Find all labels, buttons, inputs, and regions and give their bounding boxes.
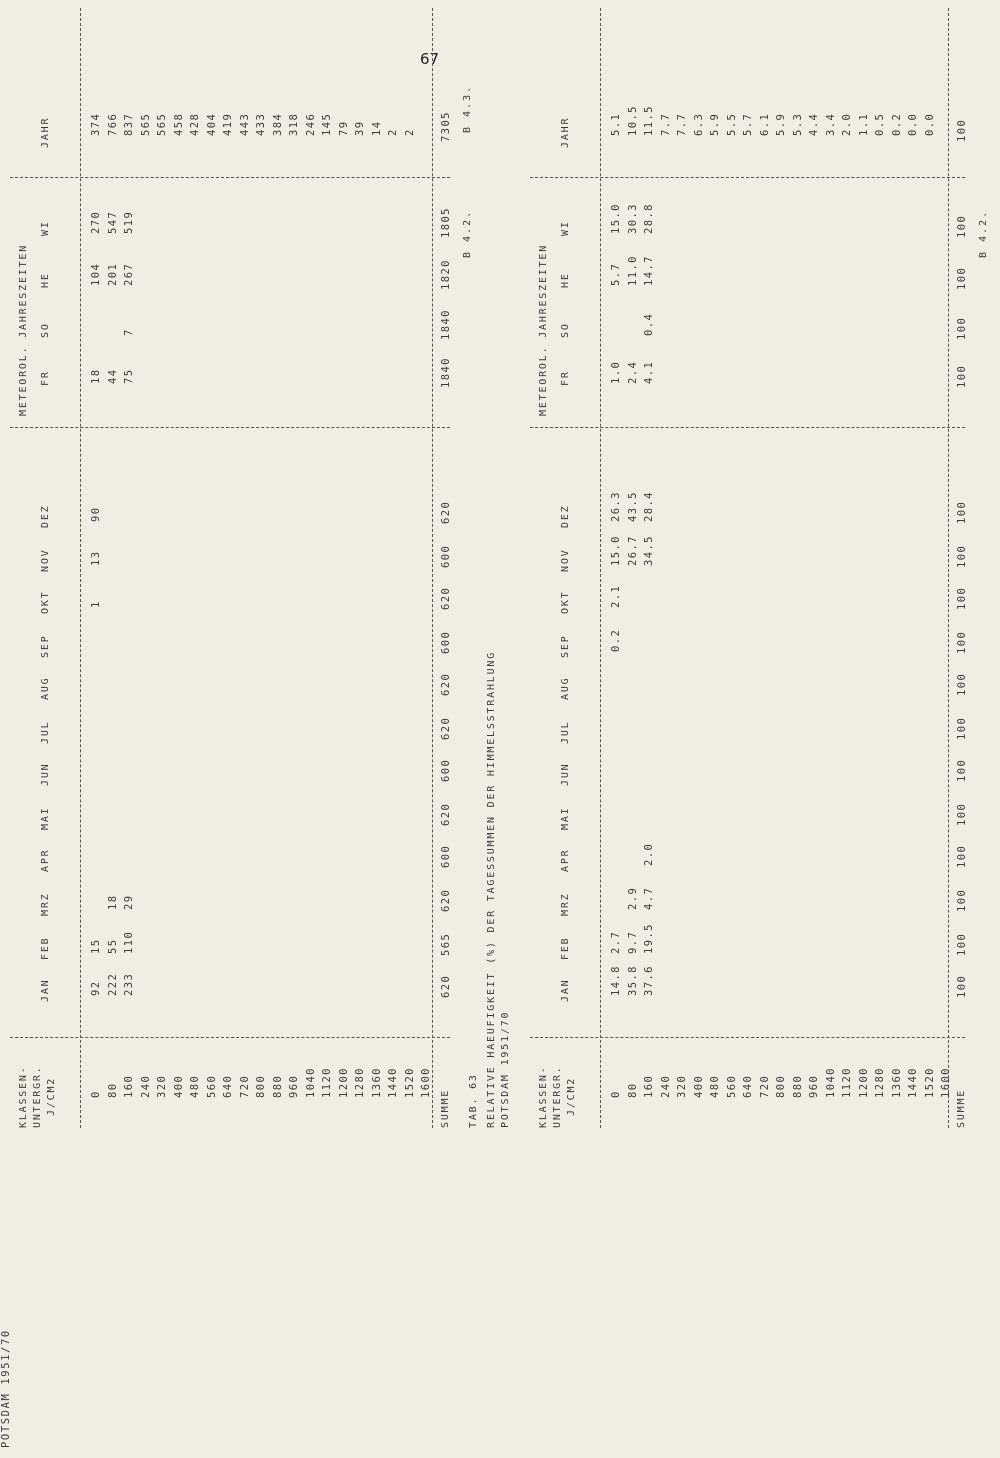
year-cell: 458: [172, 112, 185, 136]
year-cell: 419: [222, 112, 234, 136]
month-header-jan: JAN: [40, 978, 51, 1002]
season-cell: 104: [90, 262, 102, 286]
season-cell: 14.7: [643, 255, 655, 286]
sum-cell: 600: [440, 758, 452, 782]
table1-class-header-2: UNTERGR.: [32, 1065, 43, 1128]
month-cell: 34.5: [643, 535, 655, 566]
season-cell: 5.7: [610, 262, 622, 286]
class-value: 1120: [841, 1067, 853, 1098]
month-cell: 43.5: [626, 491, 639, 522]
table2-header-rule: [600, 8, 601, 1128]
class-value: 560: [725, 1074, 738, 1098]
season-cell: 0.4: [643, 312, 655, 336]
year-cell: 433: [255, 112, 267, 136]
year-cell: 2: [387, 128, 399, 136]
table1-station: POTSDAM 1951/70: [0, 1329, 12, 1448]
season-cell: 28.8: [643, 203, 655, 234]
sum-cell: 100: [956, 672, 968, 696]
table1-class-header-3: J/CM2: [46, 1076, 57, 1116]
season-header-wi: WI: [560, 220, 571, 236]
sum-cell: 600: [440, 544, 452, 568]
sum-cell: 100: [956, 758, 968, 782]
year-cell: 837: [123, 112, 135, 136]
class-value: 160: [643, 1074, 655, 1098]
class-value: 1200: [337, 1067, 350, 1098]
class-value: 0: [90, 1090, 102, 1098]
month-cell: 55: [106, 938, 119, 954]
year-cell: 0.0: [923, 112, 936, 136]
class-value: 480: [189, 1074, 201, 1098]
month-header-jun: JUN: [40, 762, 51, 786]
sum-cell: 1820: [440, 259, 452, 290]
year-cell: 0.0: [907, 112, 919, 136]
class-value: 1360: [370, 1067, 383, 1098]
table2-class-divider: [530, 1037, 965, 1038]
table1-month-divider: [10, 427, 450, 428]
season-header-so: SO: [40, 322, 51, 338]
year-cell: 766: [106, 112, 119, 136]
class-value: 1520: [403, 1067, 416, 1098]
year-cell: 11.5: [643, 105, 655, 136]
table1-season-title: METEOROL. JAHRESZEITEN: [18, 243, 29, 416]
month-header-jul: JUL: [560, 720, 571, 744]
month-header-aug: AUG: [40, 676, 51, 700]
year-cell: 428: [189, 112, 201, 136]
year-cell: 246: [304, 112, 317, 136]
class-value: 1200: [857, 1067, 870, 1098]
class-value: 960: [808, 1074, 820, 1098]
sum-cell: 1840: [440, 357, 452, 388]
year-cell: 7.7: [676, 112, 688, 136]
month-cell: 35.8: [626, 965, 639, 996]
season-cell: 18: [90, 368, 102, 384]
month-cell: 2.0: [643, 842, 655, 866]
year-cell: 14: [370, 120, 383, 136]
month-cell: 14.8: [610, 965, 622, 996]
class-value: 0: [610, 1090, 622, 1098]
year-cell: 2: [403, 128, 416, 136]
month-cell: 18: [106, 894, 119, 910]
sum-cell: 600: [440, 630, 452, 654]
class-value: 1600: [420, 1067, 432, 1098]
table2-year-header: JAHR: [560, 116, 571, 148]
class-value: 720: [238, 1074, 251, 1098]
sum-cell: 1805: [440, 207, 452, 238]
class-value: 1280: [354, 1067, 366, 1098]
season-cell: 267: [123, 262, 135, 286]
year-cell: 5.9: [709, 112, 721, 136]
class-value: 1120: [321, 1067, 333, 1098]
table1-season-divider: [10, 177, 450, 178]
sum-cell: 100: [956, 932, 968, 956]
month-header-jun: JUN: [560, 762, 571, 786]
month-header-jan: JAN: [560, 978, 571, 1002]
year-cell: 443: [238, 112, 251, 136]
class-value: 880: [791, 1074, 804, 1098]
month-header-feb: FEB: [560, 936, 571, 960]
year-cell: 0.5: [874, 112, 886, 136]
class-value: 1040: [824, 1067, 837, 1098]
month-cell: 110: [123, 930, 135, 954]
month-header-aug: AUG: [560, 676, 571, 700]
month-header-dez: DEZ: [40, 504, 51, 528]
table1-class-header-1: KLASSEN-: [18, 1065, 29, 1128]
year-cell: 5.3: [791, 112, 804, 136]
month-cell: 0.2: [610, 628, 622, 652]
month-cell: 19.5: [643, 923, 655, 954]
year-cell: 5.9: [775, 112, 787, 136]
year-cell: 145: [321, 112, 333, 136]
month-cell: 29: [123, 894, 135, 910]
month-cell: 4.7: [643, 886, 655, 910]
year-cell: 79: [337, 120, 350, 136]
season-header-so: SO: [560, 322, 571, 338]
sum-cell: 620: [440, 672, 452, 696]
year-cell: 5.1: [610, 112, 622, 136]
class-value: 800: [255, 1074, 267, 1098]
season-header-wi: WI: [40, 220, 51, 236]
table2-season-divider: [530, 177, 965, 178]
year-cell: 1.1: [857, 112, 870, 136]
sum-cell: 100: [956, 888, 968, 912]
season-cell: 11.0: [626, 255, 639, 286]
class-value: 1040: [304, 1067, 317, 1098]
table2-title: RELATIVE HAEUFIGKEIT (%) DER TAGESSUMMEN DER HIMMELSSTRAHLUNG: [486, 650, 497, 1128]
table2-month-divider: [530, 427, 965, 428]
sum-cell: 100: [956, 118, 968, 142]
month-header-mai: MAI: [40, 806, 51, 830]
month-cell: 13: [90, 550, 102, 566]
month-header-apr: APR: [40, 848, 51, 872]
class-value: 80: [106, 1082, 119, 1098]
year-cell: 5.5: [725, 112, 738, 136]
table2-ref-b42: B 4.2.: [978, 209, 989, 258]
sum-cell: 100: [956, 974, 968, 998]
season-cell: 547: [106, 210, 119, 234]
month-cell: 15.0: [610, 535, 622, 566]
month-cell: 222: [106, 972, 119, 996]
table1-tab-label: TAB. 63: [468, 1073, 479, 1128]
sum-cell: 100: [956, 630, 968, 654]
sum-cell: 100: [956, 316, 968, 340]
season-header-he: HE: [560, 272, 571, 288]
year-cell: 404: [205, 112, 218, 136]
class-value: 400: [692, 1074, 705, 1098]
month-cell: 28.4: [643, 491, 655, 522]
class-value: 400: [172, 1074, 185, 1098]
month-header-okt: OKT: [560, 590, 571, 614]
month-header-mrz: MRZ: [560, 892, 571, 916]
season-header-fr: FR: [40, 370, 51, 386]
month-header-apr: APR: [560, 848, 571, 872]
year-cell: 10.5: [626, 105, 639, 136]
class-value: 720: [758, 1074, 771, 1098]
month-cell: 90: [90, 506, 102, 522]
year-cell: 7.7: [659, 112, 672, 136]
class-value: 240: [659, 1074, 672, 1098]
month-cell: 26.3: [610, 491, 622, 522]
class-value: 800: [775, 1074, 787, 1098]
season-cell: 7: [123, 328, 135, 336]
sum-cell: 100: [956, 802, 968, 826]
season-cell: 4.1: [643, 360, 655, 384]
sum-cell: 100: [956, 500, 968, 524]
class-value: 320: [676, 1074, 688, 1098]
month-cell: 15: [90, 938, 102, 954]
class-value: 560: [205, 1074, 218, 1098]
table2-sum-rule: [948, 8, 949, 1128]
class-value: 1440: [907, 1067, 919, 1098]
table2-station: POTSDAM 1951/70: [500, 1010, 511, 1128]
sum-cell: 100: [956, 586, 968, 610]
year-cell: 318: [288, 112, 300, 136]
season-cell: 519: [123, 210, 135, 234]
table2-season-title: METEOROL. JAHRESZEITEN: [538, 243, 549, 416]
class-value: 1280: [874, 1067, 886, 1098]
class-value: 1600: [940, 1067, 952, 1098]
table2-class-header-2: UNTERGR.: [552, 1065, 563, 1128]
table1-ref-b43: B 4.3.: [462, 84, 473, 133]
year-cell: 565: [139, 112, 152, 136]
table1-sum-rule: [432, 8, 433, 1128]
month-cell: 2.1: [610, 584, 622, 608]
month-header-nov: NOV: [560, 548, 571, 572]
year-cell: 2.0: [841, 112, 853, 136]
month-header-dez: DEZ: [560, 504, 571, 528]
class-value: 1440: [387, 1067, 399, 1098]
month-cell: 1: [90, 600, 102, 608]
table2-sum-label: SUMME: [956, 1088, 967, 1128]
month-cell: 2.9: [626, 886, 639, 910]
page-number: 67: [420, 50, 440, 68]
month-header-mai: MAI: [560, 806, 571, 830]
month-cell: 26.7: [626, 535, 639, 566]
month-header-okt: OKT: [40, 590, 51, 614]
class-value: 160: [123, 1074, 135, 1098]
class-value: 320: [156, 1074, 168, 1098]
season-cell: 30.3: [626, 203, 639, 234]
month-cell: 233: [123, 972, 135, 996]
sum-cell: 7305: [440, 111, 452, 142]
class-value: 240: [139, 1074, 152, 1098]
sum-cell: 620: [440, 888, 452, 912]
season-cell: 270: [90, 210, 102, 234]
sum-cell: 600: [440, 844, 452, 868]
sum-cell: 565: [440, 932, 452, 956]
sum-cell: 1840: [440, 309, 452, 340]
sum-cell: 100: [956, 844, 968, 868]
sum-cell: 620: [440, 586, 452, 610]
year-cell: 374: [90, 112, 102, 136]
table1-header-rule: [80, 8, 81, 1128]
year-cell: 0.2: [890, 112, 903, 136]
table1-year-header: JAHR: [40, 116, 51, 148]
sum-cell: 620: [440, 500, 452, 524]
season-cell: 201: [106, 262, 119, 286]
season-cell: 44: [106, 368, 119, 384]
year-cell: 3.4: [824, 112, 837, 136]
sum-cell: 620: [440, 716, 452, 740]
table2-class-header-3: J/CM2: [566, 1076, 577, 1116]
class-value: 640: [742, 1074, 754, 1098]
year-cell: 4.4: [808, 112, 820, 136]
year-cell: 384: [271, 112, 284, 136]
season-header-he: HE: [40, 272, 51, 288]
month-cell: 37.6: [643, 965, 655, 996]
month-header-jul: JUL: [40, 720, 51, 744]
class-value: 80: [626, 1082, 639, 1098]
sum-cell: 100: [956, 214, 968, 238]
class-value: 960: [288, 1074, 300, 1098]
month-header-nov: NOV: [40, 548, 51, 572]
class-value: 640: [222, 1074, 234, 1098]
month-cell: 2.7: [610, 930, 622, 954]
year-cell: 39: [354, 120, 366, 136]
table1-sum-label: SUMME: [440, 1088, 451, 1128]
sum-cell: 620: [440, 974, 452, 998]
season-cell: 75: [123, 368, 135, 384]
sum-cell: 100: [956, 364, 968, 388]
class-value: 880: [271, 1074, 284, 1098]
class-value: 1360: [890, 1067, 903, 1098]
class-value: 1520: [923, 1067, 936, 1098]
table2-class-header-1: KLASSEN-: [538, 1065, 549, 1128]
class-value: 480: [709, 1074, 721, 1098]
season-cell: 15.0: [610, 203, 622, 234]
season-header-fr: FR: [560, 370, 571, 386]
sum-cell: 620: [440, 802, 452, 826]
month-header-sep: SEP: [560, 634, 571, 658]
season-cell: 2.4: [626, 360, 639, 384]
month-header-mrz: MRZ: [40, 892, 51, 916]
table1-ref-b42: B 4.2.: [462, 209, 473, 258]
sum-cell: 100: [956, 544, 968, 568]
sum-cell: 100: [956, 266, 968, 290]
month-cell: 92: [90, 980, 102, 996]
year-cell: 565: [156, 112, 168, 136]
year-cell: 5.7: [742, 112, 754, 136]
table1-class-divider: [10, 1037, 450, 1038]
season-cell: 1.0: [610, 360, 622, 384]
month-cell: 9.7: [626, 930, 639, 954]
year-cell: 6.1: [758, 112, 771, 136]
sum-cell: 100: [956, 716, 968, 740]
year-cell: 6.3: [692, 112, 705, 136]
month-header-sep: SEP: [40, 634, 51, 658]
month-header-feb: FEB: [40, 936, 51, 960]
